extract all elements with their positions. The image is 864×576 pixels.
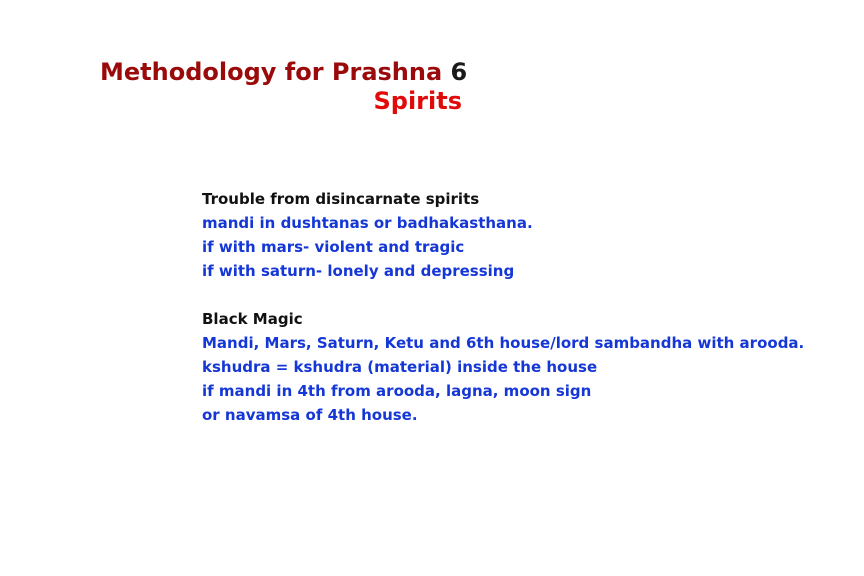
title-block [100, 56, 468, 115]
text-line: Mandi, Mars, Saturn, Ketu and 6th house/lord sambandha with arooda. [202, 334, 805, 352]
page-subtitle: Spirits [373, 87, 462, 115]
text-line: mandi in dushtanas or badhakasthana. [202, 214, 533, 232]
text-line: kshudra = kshudra (material) inside the house [202, 358, 598, 376]
title-number: 6 [450, 58, 468, 86]
section-heading: Black Magic [202, 310, 303, 328]
section-black-magic [202, 307, 842, 427]
section-heading: Trouble from disincarnate spirits [202, 190, 480, 208]
text-line: if with mars- violent and tragic [202, 238, 465, 256]
page-title [100, 56, 468, 88]
text-line: if mandi in 4th from arooda, lagna, moon sign [202, 382, 592, 400]
section-disincarnate-spirits [202, 187, 842, 283]
text-line: if with saturn- lonely and depressing [202, 262, 515, 280]
title-text: Methodology for Prashna [100, 58, 443, 86]
text-line: or navamsa of 4th house. [202, 406, 418, 424]
content-body [202, 187, 842, 427]
